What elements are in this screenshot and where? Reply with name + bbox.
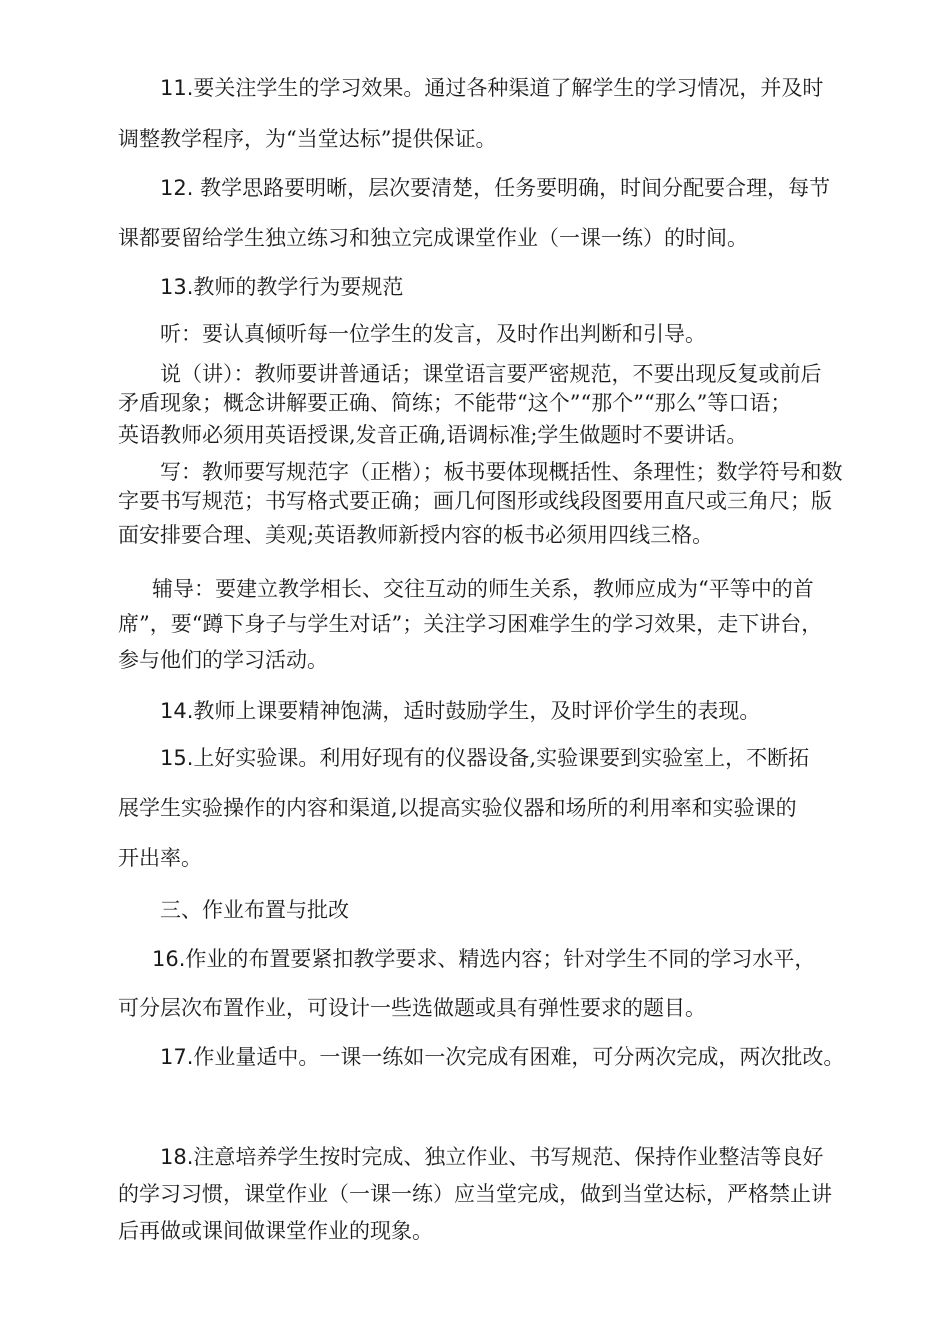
speak-line-3: 英语教师必须用英语授课,发音正确,语调标准;学生做题时不要讲话。 — [118, 423, 748, 447]
paragraph-number: 18. — [160, 1145, 194, 1169]
paragraph-text: 作业的布置要紧扣教学要求、精选内容；针对学生不同的学习水平， — [185, 947, 816, 971]
speak-line-1: 说（讲）：教师要讲普通话；课堂语言要严密规范，不要出现反复或前后 — [160, 362, 822, 386]
paragraph-11-line-2: 调整教学程序，为“当堂达标”提供保证。 — [118, 127, 497, 151]
speak-line-2: 矛盾现象；概念讲解要正确、简练；不能带“这个”“那个”“那么”等口语； — [118, 391, 792, 415]
paragraph-text: 教师的教学行为要规范 — [193, 275, 404, 299]
paragraph-number: 14. — [160, 699, 194, 723]
paragraph-text: 教学思路要明晰，层次要清楚，任务要明确，时间分配要合理，每节 — [193, 176, 831, 200]
write-line-2: 字要书写规范；书写格式要正确；画几何图形或线段图要用直尺或三角尺；版 — [118, 489, 832, 513]
paragraph-15-line-1 — [160, 748, 809, 769]
paragraph-17-line-1 — [160, 1047, 844, 1068]
paragraph-text: 上好实验课。利用好现有的仪器设备,实验课要到实验室上，不断拓 — [193, 746, 810, 770]
paragraph-11-line-1 — [160, 78, 823, 99]
paragraph-number: 12. — [160, 176, 194, 200]
paragraph-number: 17. — [160, 1045, 194, 1069]
paragraph-15-line-3: 开出率。 — [118, 846, 202, 870]
write-line-3: 面安排要合理、美观;英语教师新授内容的板书必须用四线三格。 — [118, 523, 714, 547]
paragraph-text: 注意培养学生按时完成、独立作业、书写规范、保持作业整洁等良好 — [193, 1145, 824, 1169]
tutor-line-2: 席”，要“蹲下身子与学生对话”；关注学习困难学生的学习效果，走下讲台， — [118, 612, 823, 636]
paragraph-13-line-1 — [160, 277, 403, 298]
paragraph-14-line-1 — [160, 701, 760, 722]
paragraph-number: 13. — [160, 275, 194, 299]
paragraph-18-line-1 — [160, 1147, 823, 1168]
paragraph-number: 11. — [160, 76, 194, 100]
paragraph-text: 要关注学生的学习效果。通过各种渠道了解学生的学习情况，并及时 — [193, 76, 824, 100]
listen-line-1: 听：要认真倾听每一位学生的发言，及时作出判断和引导。 — [160, 322, 706, 346]
paragraph-12-line-1 — [160, 178, 830, 199]
paragraph-16-line-1 — [152, 949, 815, 970]
paragraph-18-line-3: 后再做或课间做课堂作业的现象。 — [118, 1219, 433, 1243]
paragraph-number: 16. — [152, 947, 186, 971]
tutor-line-1: 辅导：要建立教学相长、交往互动的师生关系，教师应成为“平等中的首 — [152, 577, 814, 601]
write-line-1: 写：教师要写规范字（正楷）；板书要体现概括性、条理性；数学符号和数 — [160, 460, 843, 484]
paragraph-15-line-2: 展学生实验操作的内容和渠道,以提高实验仪器和场所的利用率和实验课的 — [118, 796, 797, 820]
tutor-line-3: 参与他们的学习活动。 — [118, 648, 328, 672]
paragraph-12-line-2: 课都要留给学生独立练习和独立完成课堂作业（一课一练）的时间。 — [118, 226, 748, 250]
section-heading: 三、作业布置与批改 — [160, 898, 349, 922]
paragraph-18-line-2: 的学习习惯，课堂作业（一课一练）应当堂完成，做到当堂达标，严格禁止讲 — [118, 1182, 832, 1206]
paragraph-text: 教师上课要精神饱满，适时鼓励学生，及时评价学生的表现。 — [193, 699, 761, 723]
paragraph-text: 作业量适中。一课一练如一次完成有困难，可分两次完成，两次批改。 — [193, 1045, 845, 1069]
paragraph-16-line-2: 可分层次布置作业，可设计一些选做题或具有弹性要求的题目。 — [118, 996, 706, 1020]
paragraph-number: 15. — [160, 746, 194, 770]
